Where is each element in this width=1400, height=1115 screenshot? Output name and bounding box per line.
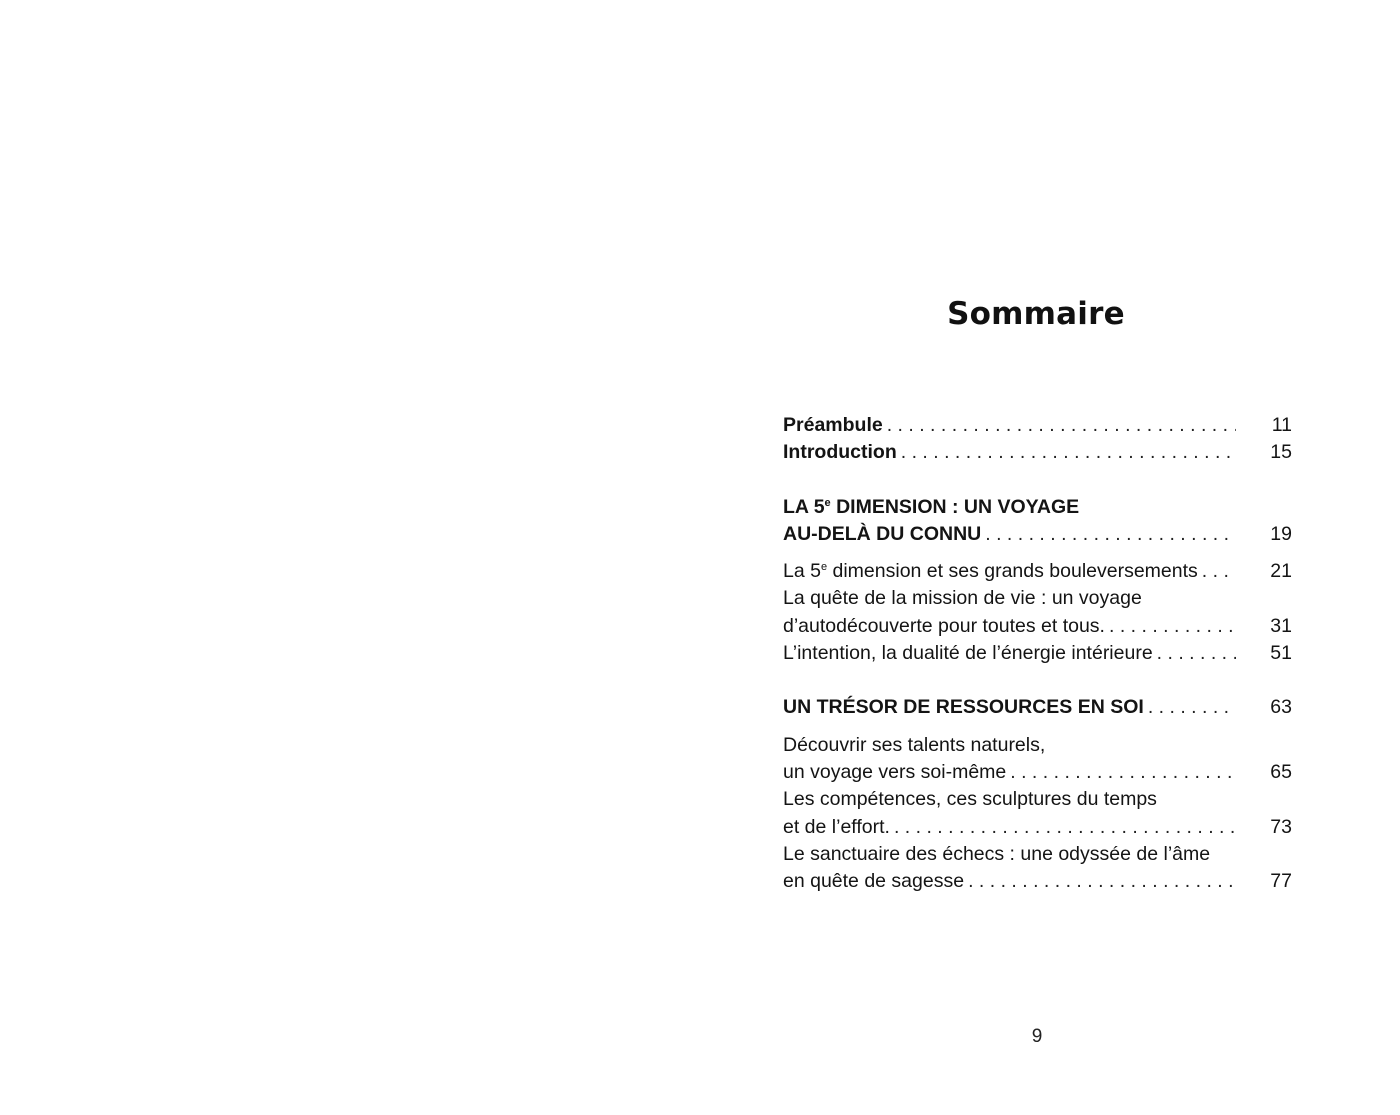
dot-leader [1148,694,1236,721]
toc-part-heading-2[interactable] [783,694,1292,721]
toc-part-heading-1[interactable] [783,494,1292,521]
page-number: 9 [1031,1026,1043,1047]
toc-entry-mission[interactable] [783,613,1292,640]
toc-page-number: 65 [1270,760,1292,783]
toc-entry-label: L’intention, la dualité de l’énergie intérieure [783,642,1153,665]
toc-entry-mission-line1[interactable]: La quête de la mission de vie : un voyage [783,587,1142,610]
dot-leader [1157,640,1236,667]
toc-entry-intention[interactable] [783,640,1292,667]
toc-entry-preambule[interactable] [783,412,1292,439]
toc-entry-talents[interactable] [783,759,1292,786]
toc-entry-label: La 5e dimension et ses grands bouleversements [783,560,1198,583]
dot-leader [968,868,1236,895]
table-of-contents [783,412,1292,895]
toc-page-number: 15 [1270,441,1292,464]
toc-page-number: 63 [1270,696,1292,719]
toc-entry-label: UN TRÉSOR DE RESSOURCES EN SOI [783,696,1144,719]
dot-leader [1109,613,1236,640]
dot-leader [894,814,1236,841]
toc-entry-label: Préambule [783,414,883,436]
toc-page-number: 19 [1270,522,1292,545]
page-title: Sommaire [947,296,1125,332]
toc-page-number: 77 [1270,870,1292,893]
dot-leader [887,412,1236,439]
part-heading-text: LA 5 [783,495,825,518]
toc-page-number: 21 [1270,560,1292,583]
toc-page-number: 51 [1270,642,1292,665]
toc-entry-label: en quête de sagesse [783,870,965,893]
toc-page-number: 11 [1271,414,1292,436]
toc-entry-introduction[interactable] [783,439,1292,466]
toc-entry-label: et de l’effort. [783,815,890,838]
toc-entry-label: Introduction [783,441,897,464]
dot-leader [985,521,1236,548]
dot-leader [1202,558,1236,585]
part-heading-text: DIMENSION : UN VOYAGE [830,495,1080,518]
dot-leader [901,439,1236,466]
toc-entry-echecs-line1[interactable]: Le sanctuaire des échecs : une odyssée de l’âme [783,842,1211,865]
toc-entry-label: un voyage vers soi-même [783,760,1007,783]
dot-leader [1010,759,1236,786]
superscript: e [824,496,831,509]
toc-part-heading-1-end[interactable] [783,521,1292,548]
toc-page-number: 31 [1270,614,1292,637]
toc-page-number: 73 [1270,815,1292,838]
toc-entry-talents-line1[interactable]: Découvrir ses talents naturels, [783,733,1046,756]
toc-entry-echecs[interactable] [783,868,1292,895]
toc-entry-competences[interactable] [783,814,1292,841]
toc-entry-competences-line1[interactable]: Les compétences, ces sculptures du temps [783,788,1157,811]
toc-entry-label: AU-DELÀ DU CONNU [783,522,982,545]
toc-entry-label: d’autodécouverte pour toutes et tous. [783,614,1105,637]
toc-entry-5e-dimension[interactable] [783,558,1292,585]
